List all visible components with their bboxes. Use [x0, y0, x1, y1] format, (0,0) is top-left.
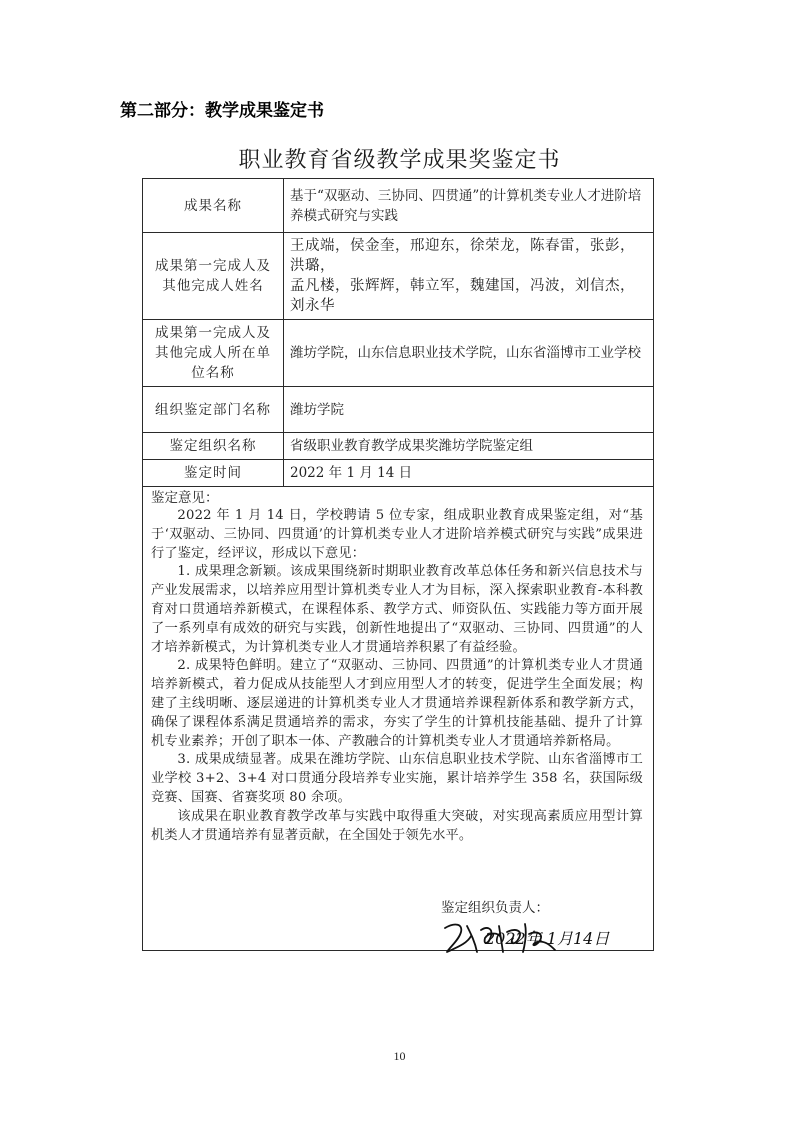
signature-label: 鉴定组织负责人：	[441, 899, 549, 916]
form-row-appraisal-org	[143, 433, 654, 460]
form-row-organizing-dept	[143, 387, 654, 433]
opinion-title: 鉴定意见：	[151, 490, 219, 506]
achievement-name-value: 基于“双驱动、三协同、四贯通”的计算机类专业人才进阶培养模式研究与实践	[284, 179, 654, 233]
appraisal-date-label: 鉴定时间	[143, 460, 284, 487]
achievement-name-label: 成果名称	[143, 179, 284, 233]
opinion-paragraph-3: 3. 成果成绩显著。成果在潍坊学院、山东信息职业技术学院、山东省淄博市工业学校 3+2、3+4 对口贯通分段培养专业实施，累计培养学生 358 名，获国际级竞赛、国赛、省赛奖项 80 余项。	[151, 752, 643, 805]
organizing-dept-label: 组织鉴定部门名称	[143, 387, 284, 433]
opinion-paragraph-intro: 2022 年 1 月 14 日，学校聘请 5 位专家，组成职业教育成果鉴定组，对“基于‘双驱动、三协同、四贯通’的计算机类专业人才进阶培养模式研究与实践”成果进行了鉴定，经评议，形成以下意见：	[151, 508, 643, 561]
form-row-achievement-name	[143, 179, 654, 233]
organizing-dept-value: 潍坊学院	[284, 387, 654, 433]
opinion-paragraph-1: 1. 成果理念新颖。该成果围绕新时期职业教育改革总体任务和新兴信息技术与产业发展需求，以培养应用型计算机类专业人才为目标，深入探索职业教育-本科教育对口贯通培养新模式，在课程体系、教学方式、师资队伍、实践能力等方面开展了一系列卓有成效的研究与实践，创新性地提出了“双驱动、三协同、四贯通”的人才培养新模式，为计算机类专业人才贯通培养积累了有益经验。	[151, 564, 643, 655]
members-line-1: 王成端，侯金奎，邢迎东，徐荣龙，陈春雷，张彭，洪璐，	[290, 238, 635, 274]
members-value	[284, 233, 654, 320]
appraisal-date-value: 2022 年 1 月 14 日	[284, 460, 654, 487]
form-row-appraisal-date	[143, 460, 654, 487]
form-row-institutions	[143, 320, 654, 387]
opinion-paragraph-conclusion: 该成果在职业教育教学改革与实践中取得重大突破，对实现高素质应用型计算机类人才贯通培养有显著贡献，在全国处于领先水平。	[151, 808, 643, 843]
document-title: 职业教育省级教学成果奖鉴定书	[238, 148, 561, 173]
section-heading: 第二部分：教学成果鉴定书	[120, 101, 324, 121]
opinion-cell	[143, 487, 654, 951]
form-row-members	[143, 233, 654, 320]
opinion-paragraph-2: 2. 成果特色鲜明。建立了“双驱动、三协同、四贯通”的计算机类专业人才贯通培养新模式，着力促成从技能型人才到应用型人才的转变，促进学生全面发展；构建了主线明晰、逐层递进的计算机类专业人才贯通培养课程新体系和教学新方式，确保了课程体系满足贯通培养的需求，夯实了学生的计算机技能基础、提升了计算机专业素养；开创了职本一体、产教融合的计算机类专业人才贯通培养新格局。	[151, 658, 643, 749]
appraisal-org-label: 鉴定组织名称	[143, 433, 284, 460]
appraisal-form-table	[142, 178, 654, 951]
appraisal-org-value: 省级职业教育教学成果奖潍坊学院鉴定组	[284, 433, 654, 460]
members-label: 成果第一完成人及其他完成人姓名	[143, 233, 284, 320]
page-number: 10	[393, 1049, 406, 1063]
institutions-label: 成果第一完成人及其他完成人所在单位名称	[143, 320, 284, 387]
members-line-2: 孟凡楼，张辉辉，韩立军，魏建国，冯波，刘信杰，刘永华	[290, 278, 635, 314]
form-row-opinion	[143, 487, 654, 951]
handwritten-date: 2022年 1月14日	[485, 929, 610, 948]
institutions-value: 潍坊学院，山东信息职业技术学院，山东省淄博市工业学校	[284, 320, 654, 387]
